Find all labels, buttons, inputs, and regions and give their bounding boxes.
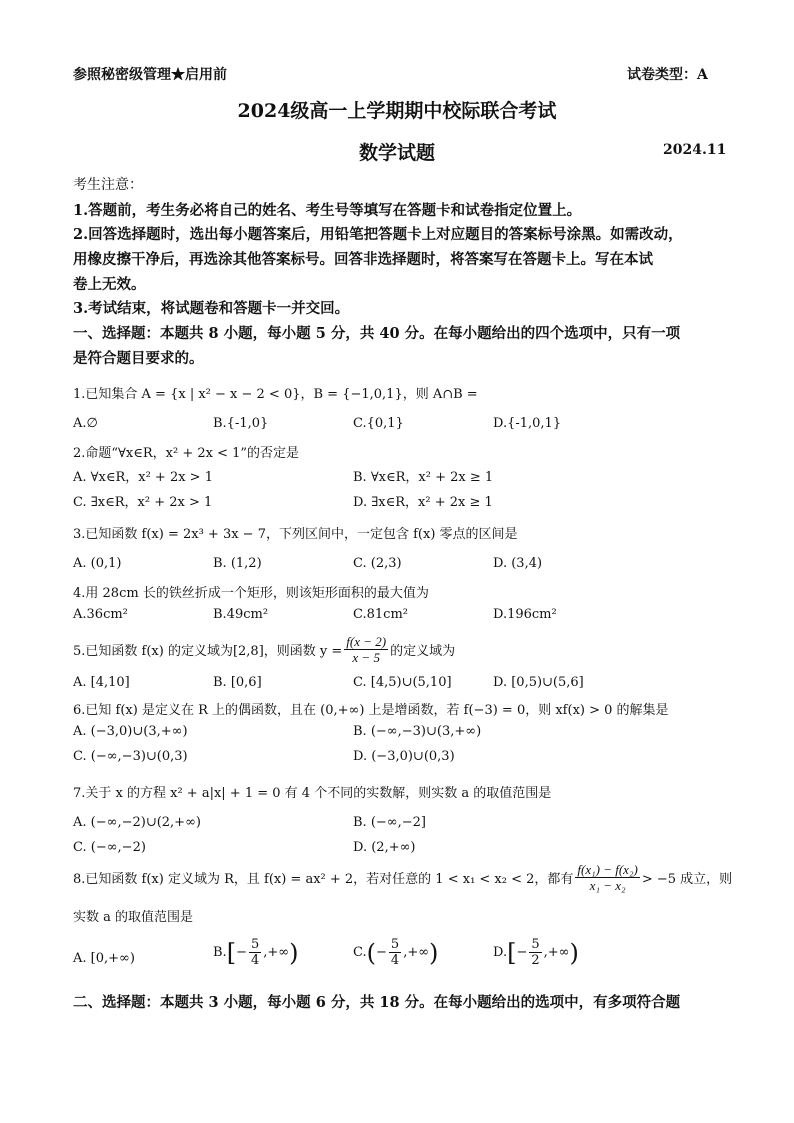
exam-date: 2024.11 <box>663 142 727 158</box>
question-8-stem <box>73 862 732 893</box>
question-7-option-b: B. (−∞,−2] <box>353 815 426 830</box>
question-8-option-b-numerator: 5 <box>250 937 260 952</box>
question-1-stem: 1.已知集合 A = {x | x² − x − 2 < 0}，B = {−1,0,1}，则 A∩B = <box>73 387 478 402</box>
question-8-option-b-denominator: 4 <box>250 953 260 968</box>
question-5-option-b: B. [0,6] <box>213 675 262 690</box>
section-1-heading-line-1: 一、选择题：本题共 8 小题，每小题 5 分，共 40 分。在每小题给出的四个选项中，只有一项 <box>73 325 681 342</box>
notice-item-2-line-3: 卷上无效。 <box>73 276 146 293</box>
question-5-fraction-denominator: x − 5 <box>352 650 380 665</box>
question-1-option-a: A.∅ <box>73 416 98 431</box>
question-2-option-a: A. ∀x∈R，x² + 2x > 1 <box>73 470 213 485</box>
question-8-option-c <box>353 937 438 968</box>
question-5-stem-post: 的定义域为 <box>390 644 456 659</box>
question-4-option-d: D.196cm² <box>493 607 557 622</box>
question-7-option-c: C. (−∞,−2) <box>73 840 146 855</box>
notice-item-1: 1.答题前，考生务必将自己的姓名、考生号等填写在答题卡和试卷指定位置上。 <box>73 202 582 219</box>
question-6-option-a: A. (−3,0)∪(3,+∞) <box>73 724 188 739</box>
notice-heading: 考生注意： <box>73 177 143 193</box>
question-8-option-d-fraction <box>529 937 541 968</box>
question-2-option-b: B. ∀x∈R，x² + 2x ≥ 1 <box>353 470 494 485</box>
question-8-option-b-minus: − <box>236 945 247 960</box>
question-1-option-b: B.{-1,0} <box>213 416 269 431</box>
question-8-option-d-close-bracket: ) <box>569 938 579 967</box>
question-4-option-b: B.49cm² <box>213 607 269 622</box>
question-8-option-d-open-bracket: [ <box>507 938 517 967</box>
question-8-option-d-tail: ,+∞ <box>543 945 570 960</box>
question-8-option-b-open-bracket: [ <box>226 938 237 967</box>
exam-title: 2024级高一上学期期中校际联合考试 <box>237 100 557 122</box>
question-8-stem-pre: 8.已知函数 f(x) 定义域为 R，且 f(x) = ax² + 2，若对任意的 1 < x₁ < x₂ < 2，都有 <box>73 872 574 887</box>
question-8-fraction <box>575 862 639 893</box>
question-8-option-c-close-bracket: ) <box>429 938 439 967</box>
question-8-option-c-fraction <box>389 937 401 968</box>
question-8-fraction-numerator: f(x₁) − f(x₂) <box>577 862 638 877</box>
question-5-fraction <box>344 634 388 665</box>
question-8-option-b <box>213 937 298 968</box>
question-8-option-b-label: B. <box>213 945 227 960</box>
question-2-option-d: D. ∃x∈R，x² + 2x ≥ 1 <box>353 495 493 510</box>
question-5-stem-pre: 5.已知函数 f(x) 的定义域为[2,8]，则函数 y = <box>73 644 343 659</box>
question-7-stem: 7.关于 x 的方程 x² + a|x| + 1 = 0 有 4 个不同的实数解，则实数 a 的取值范围是 <box>73 786 552 801</box>
question-2-option-c: C. ∃x∈R，x² + 2x > 1 <box>73 495 213 510</box>
question-8-option-a: A. [0,+∞) <box>73 951 135 966</box>
question-6-option-d: D. (−3,0)∪(0,3) <box>353 749 455 764</box>
question-8-option-c-minus: − <box>376 945 387 960</box>
question-5-option-d: D. [0,5)∪(5,6] <box>493 675 584 690</box>
question-8-option-d-minus: − <box>516 945 528 960</box>
question-3-option-b: B. (1,2) <box>213 556 262 571</box>
notice-item-2-line-2: 用橡皮擦干净后，再选涂其他答案标号。回答非选择题时，将答案写在答题卡上。写在本试 <box>73 251 653 268</box>
question-1-option-d: D.{-1,0,1} <box>493 416 562 431</box>
paper-type-label: 试卷类型：A <box>627 67 708 83</box>
question-7-option-d: D. (2,+∞) <box>353 840 416 855</box>
question-4-option-a: A.36cm² <box>73 607 128 622</box>
question-8-option-d <box>493 937 579 968</box>
question-3-stem: 3.已知函数 f(x) = 2x³ + 3x − 7，下列区间中，一定包含 f(x) 零点的区间是 <box>73 527 518 542</box>
question-1-option-c: C.{0,1} <box>353 416 404 431</box>
notice-item-2-line-1: 2.回答选择题时，选出每小题答案后，用铅笔把答题卡上对应题目的答案标号涂黑。如需改动， <box>73 226 683 243</box>
question-8-option-b-tail: ,+∞ <box>263 945 290 960</box>
question-6-option-c: C. (−∞,−3)∪(0,3) <box>73 749 188 764</box>
question-3-option-a: A. (0,1) <box>73 556 122 571</box>
question-8-option-b-close-bracket: ) <box>289 938 299 967</box>
question-8-option-b-fraction <box>249 937 261 968</box>
question-8-option-c-open-bracket: ( <box>366 938 376 967</box>
question-3-option-d: D. (3,4) <box>493 556 543 571</box>
notice-item-3: 3.考试结束，将试题卷和答题卡一并交回。 <box>73 300 350 317</box>
question-5-stem <box>73 634 455 665</box>
question-8-option-c-tail: ,+∞ <box>403 945 430 960</box>
question-8-stem-post: > −5 成立，则 <box>641 872 733 887</box>
question-8-option-c-label: C. <box>353 945 367 960</box>
section-2-heading-line-1: 二、选择题：本题共 3 小题，每小题 6 分，共 18 分。在每小题给出的选项中，有多项符合题 <box>73 994 681 1011</box>
question-8-fraction-denominator: x₁ − x₂ <box>589 878 626 893</box>
question-8-stem-line-2: 实数 a 的取值范围是 <box>73 910 194 925</box>
question-5-option-a: A. [4,10] <box>73 675 130 690</box>
question-6-option-b: B. (−∞,−3)∪(3,+∞) <box>353 724 482 739</box>
question-7-option-a: A. (−∞,−2)∪(2,+∞) <box>73 815 201 830</box>
question-8-option-c-denominator: 4 <box>390 953 400 968</box>
section-1-heading-line-2: 是符合题目要求的。 <box>73 350 204 367</box>
question-8-option-d-label: D. <box>493 945 508 960</box>
question-5-option-c: C. [4,5)∪(5,10] <box>353 675 452 690</box>
question-3-option-c: C. (2,3) <box>353 556 402 571</box>
exam-subtitle: 数学试题 <box>358 142 435 164</box>
question-4-stem: 4.用 28cm 长的铁丝折成一个矩形，则该矩形面积的最大值为 <box>73 586 429 601</box>
secrecy-label: 参照秘密级管理★启用前 <box>73 67 227 83</box>
question-5-fraction-numerator: f(x − 2) <box>346 634 387 649</box>
question-2-stem: 2.命题“∀x∈R，x² + 2x < 1”的否定是 <box>73 446 300 461</box>
question-6-stem: 6.已知 f(x) 是定义在 R 上的偶函数，且在 (0,+∞) 上是增函数，若 f(−3) = 0，则 xf(x) > 0 的解集是 <box>73 703 669 718</box>
question-4-option-c: C.81cm² <box>353 607 408 622</box>
question-8-option-c-numerator: 5 <box>390 937 400 952</box>
question-8-option-d-denominator: 2 <box>531 953 540 968</box>
question-8-option-d-numerator: 5 <box>531 937 540 952</box>
